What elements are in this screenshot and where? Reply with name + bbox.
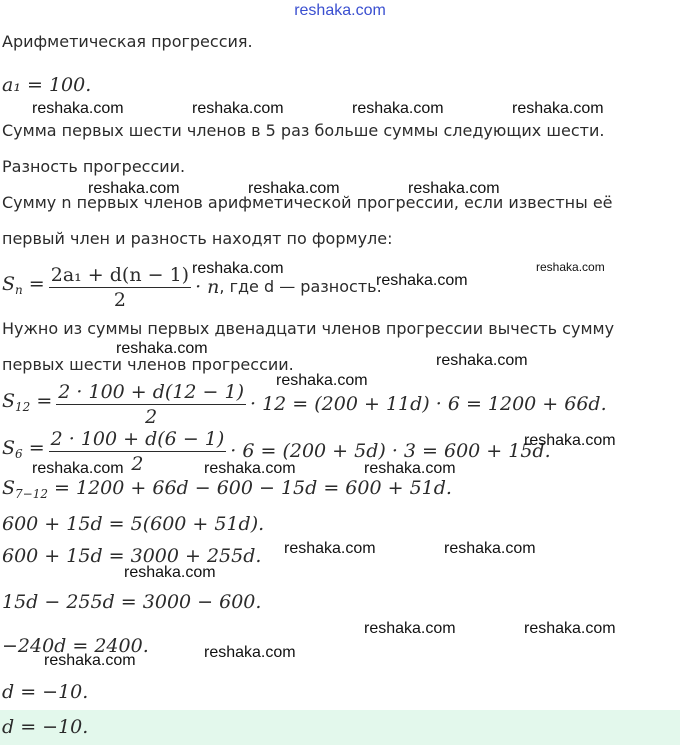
s12-line: $S_{12}$ = $\frac{2 \cdot 100 + d(12 - 1)}{2}$ · 12 = (200 + 11d) · 6 = 1200 + 66d. <box>2 380 607 428</box>
watermark: reshaka.com <box>192 100 284 117</box>
equation-2: 600 + 15d = 3000 + 255d. <box>2 545 262 567</box>
watermark: reshaka.com <box>88 180 180 197</box>
sn-tail: · n <box>195 276 220 298</box>
equation-5: d = −10. <box>2 681 89 703</box>
watermark: reshaka.com <box>248 180 340 197</box>
watermark: reshaka.com <box>408 180 500 197</box>
formula-intro-1: Сумму n первых членов арифметической прогрессии, если известны её <box>2 193 613 212</box>
watermark: reshaka.com <box>204 460 296 477</box>
watermark: reshaka.com <box>32 100 124 117</box>
watermark: reshaka.com <box>284 540 376 557</box>
s6-line: $S_6$ = $\frac{2 \cdot 100 + d(6 - 1)}{2}$ · 6 = (200 + 5d) · 3 = 600 + 15d. <box>2 427 551 475</box>
plan-text-2: первых шести членов прогрессии. <box>2 355 294 374</box>
watermark: reshaka.com <box>364 460 456 477</box>
watermark: reshaka.com <box>524 432 616 449</box>
site-header-link[interactable]: reshaka.com <box>294 2 386 19</box>
watermark: reshaka.com <box>524 620 616 637</box>
plan-text-1: Нужно из суммы первых двенадцати членов прогрессии вычесть сумму <box>2 319 615 338</box>
find-text: Разность прогрессии. <box>2 157 186 176</box>
answer-value: d = −10. <box>2 716 89 738</box>
watermark: reshaka.com <box>444 540 536 557</box>
equation-1: 600 + 15d = 5(600 + 51d). <box>2 513 265 535</box>
watermark: reshaka.com <box>124 564 216 581</box>
watermark: reshaka.com <box>44 652 136 669</box>
equation-3: 15d − 255d = 3000 − 600. <box>2 591 262 613</box>
formula-intro-2: первый член и разность находят по формуле: <box>2 229 393 248</box>
watermark: reshaka.com <box>204 644 296 661</box>
condition-text: Сумма первых шести членов в 5 раз больше суммы следующих шести. <box>2 121 605 140</box>
sn-fraction: $\frac{\text{2a₁ + d(n − 1)}}{2}$ <box>50 263 190 311</box>
title-text: Арифметическая прогрессия. <box>2 32 253 51</box>
watermark: reshaka.com <box>536 260 605 274</box>
given-a1: a₁ = 100. <box>2 74 92 96</box>
sn-where: , где d — разность. <box>219 277 382 296</box>
sn-lhs: $S_n$ = <box>2 273 45 297</box>
watermark: reshaka.com <box>376 272 468 289</box>
s7-12-line: $S_{7-12} = 1200 + 66d - 600 - 15d = 600 + 51d$. <box>2 477 452 501</box>
watermark: reshaka.com <box>116 340 208 357</box>
equation-4: −240d = 2400. <box>2 635 149 657</box>
watermark: reshaka.com <box>512 100 604 117</box>
answer-box <box>0 710 680 745</box>
watermark: reshaka.com <box>32 460 124 477</box>
watermark: reshaka.com <box>192 260 284 277</box>
watermark: reshaka.com <box>364 620 456 637</box>
watermark: reshaka.com <box>352 100 444 117</box>
watermark: reshaka.com <box>276 372 368 389</box>
watermark: reshaka.com <box>436 352 528 369</box>
